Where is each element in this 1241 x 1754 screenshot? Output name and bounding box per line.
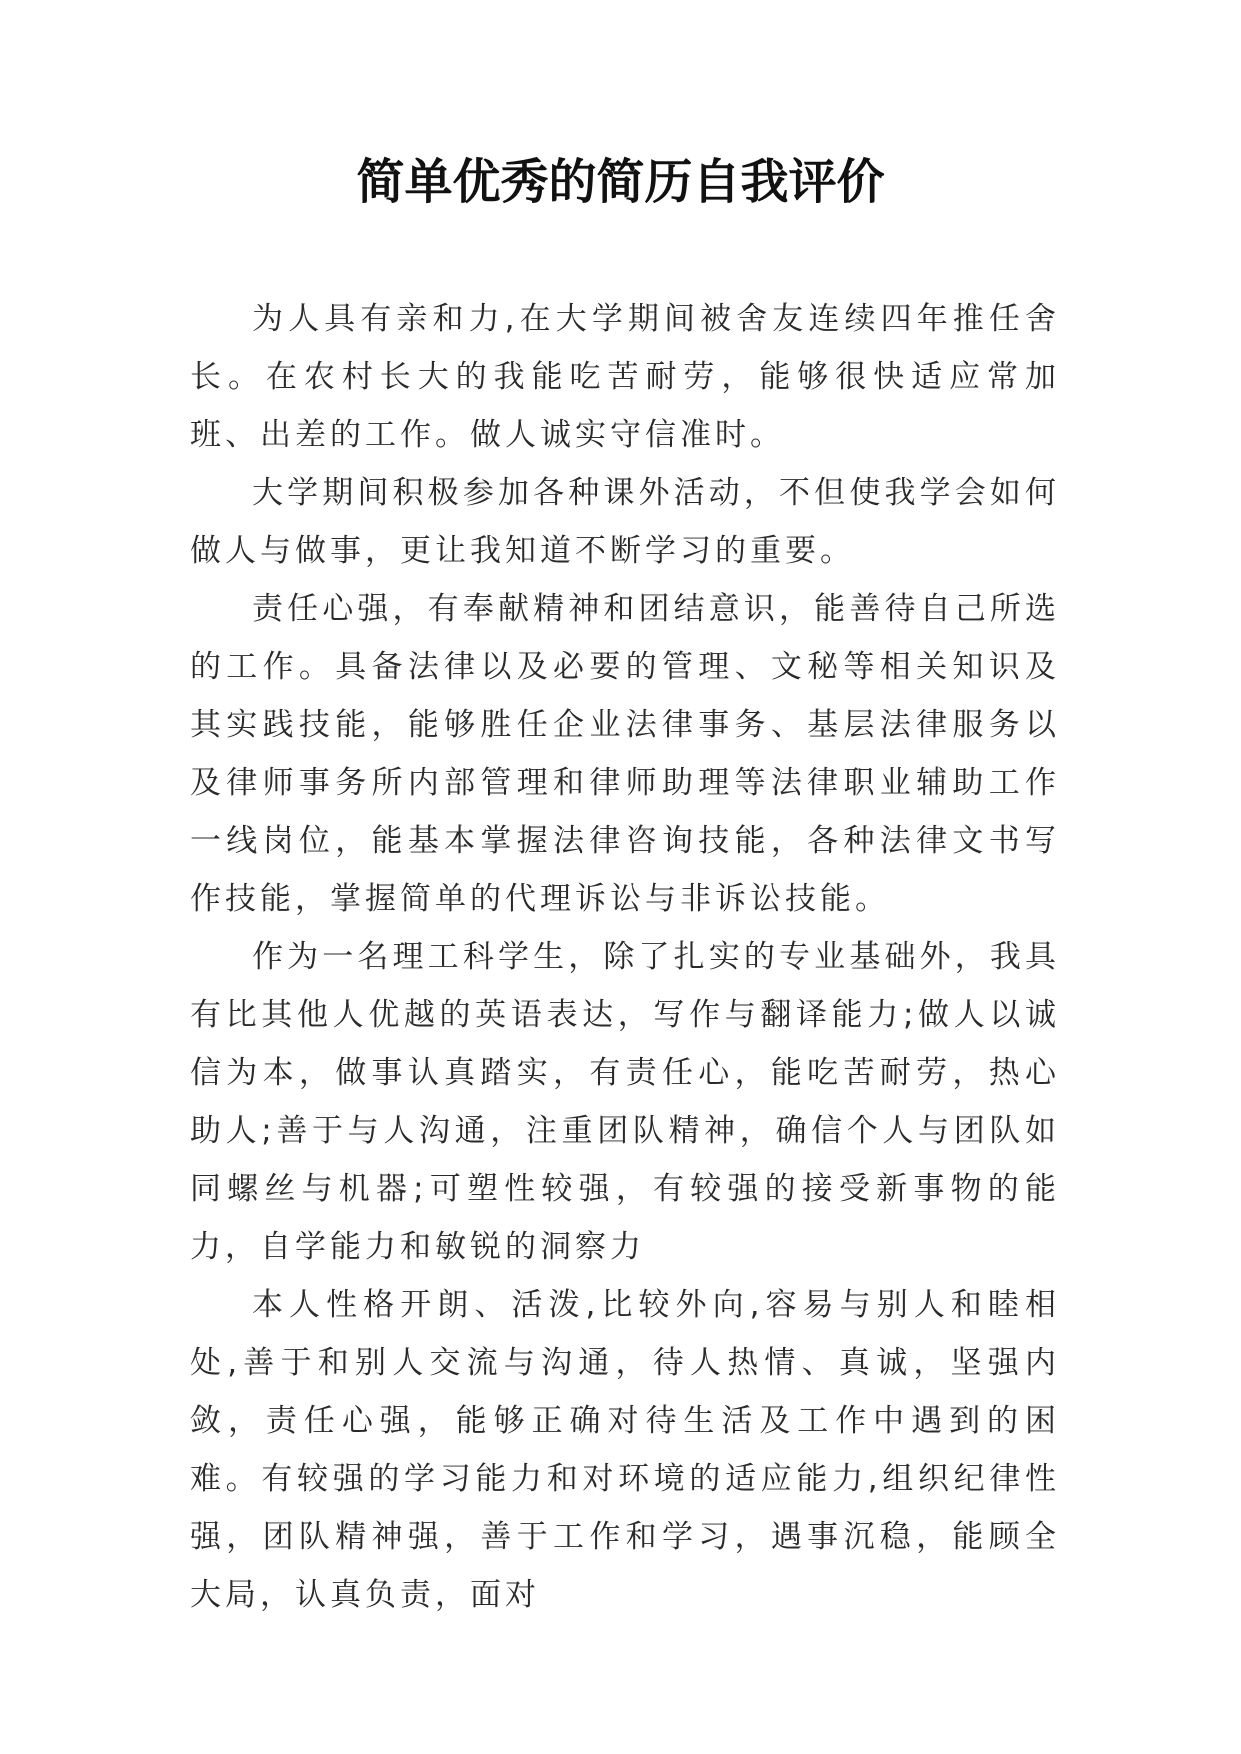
page-title: 简单优秀的简历自我评价 — [356, 154, 885, 210]
paragraph-1: 为人具有亲和力,在大学期间被舍友连续四年推任舍长。在农村长大的我能吃苦耐劳，能够很快适应常加班、出差的工作。做人诚实守信准时。 — [190, 301, 1060, 453]
paragraph-5: 本人性格开朗、活泼,比较外向,容易与别人和睦相处,善于和别人交流与沟通，待人热情、真诚，坚强内敛，责任心强，能够正确对待生活及工作中遇到的困难。有较强的学习能力和对环境的适应能力,组织纪律性强，团队精神强，善于工作和学习，遇事沉稳，能顾全大局，认真负责，面对 — [190, 1287, 1060, 1613]
document-body — [190, 290, 1060, 1624]
paragraph-2: 大学期间积极参加各种课外活动，不但使我学会如何做人与做事，更让我知道不断学习的重要。 — [190, 475, 1060, 569]
paragraph-3: 责任心强，有奉献精神和团结意识，能善待自己所选的工作。具备法律以及必要的管理、文秘等相关知识及其实践技能，能够胜任企业法律事务、基层法律服务以及律师事务所内部管理和律师助理等法律职业辅助工作一线岗位，能基本掌握法律咨询技能，各种法律文书写作技能，掌握简单的代理诉讼与非诉讼技能。 — [190, 591, 1060, 917]
paragraph-4: 作为一名理工科学生，除了扎实的专业基础外，我具有比其他人优越的英语表达，写作与翻译能力;做人以诚信为本，做事认真踏实，有责任心，能吃苦耐劳，热心助人;善于与人沟通，注重团队精神，确信个人与团队如同螺丝与机器;可塑性较强，有较强的接受新事物的能力，自学能力和敏锐的洞察力 — [190, 939, 1060, 1265]
